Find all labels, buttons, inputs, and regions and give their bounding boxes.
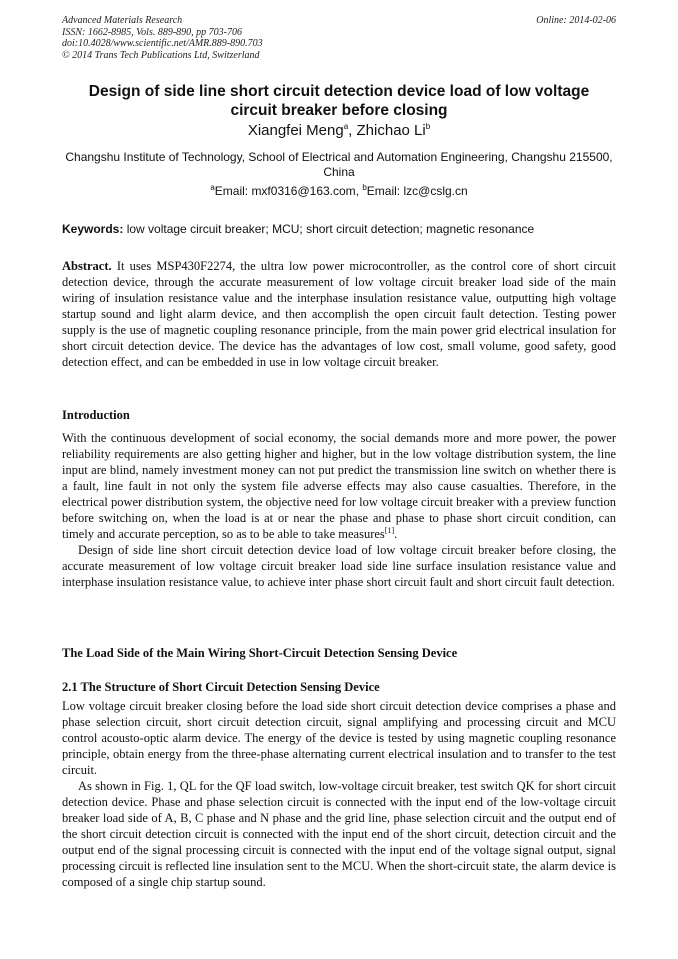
introduction-body: [62, 430, 616, 590]
author-2: Zhichao Li: [356, 122, 426, 139]
email-a[interactable]: Email: mxf0316@163.com,: [214, 184, 363, 198]
keywords: [62, 222, 616, 236]
keywords-text: low voltage circuit breaker; MCU; short circuit detection; magnetic resonance: [123, 222, 535, 236]
intro-paragraph-2: Design of side line short circuit detection device load of low voltage circuit breaker before closing, the accurate measurement of low voltage circuit breaker load side line surface insulation resistance value and interphase insulation resistance value, to achieve inter phase short circuit fault and short circuit fault detection.: [62, 543, 616, 589]
journal-issn: ISSN: 1662-8985, Vols. 889-890, pp 703-706: [62, 26, 242, 38]
abstract-text: It uses MSP430F2274, the ultra low power microcontroller, as the control core of short circuit detection device, through the accurate measurement of low voltage circuit breaker load side of the main wiring of insulation resistance value and the interphase insulation resistance value, outputting high voltage startup sound and light alarm device, and then accomplish the open circuit fault detection. Testing power supply is the use of magnetic coupling resonance principle, from the main power grid electrical insulation for short circuit detection device. The device has the advantages of low cost, small volume, good safety, good detection effect, and can be embedded in use in low voltage circuit breaker.: [62, 259, 616, 369]
abstract-label: Abstract.: [62, 259, 112, 273]
email-line: [0, 184, 678, 198]
abstract: [62, 258, 616, 370]
affiliation: Changshu Institute of Technology, School of Electrical and Automation Engineering, Changshu 215500, China: [65, 150, 613, 179]
journal-doi[interactable]: doi:10.4028/www.scientific.net/AMR.889-890.703: [62, 38, 263, 49]
journal-name: Advanced Materials Research: [62, 15, 183, 26]
author-1: Xiangfei Meng: [247, 122, 344, 139]
citation-1[interactable]: [1]: [384, 525, 395, 535]
section-2-paragraph-1: Low voltage circuit breaker closing before the load side short circuit detection device comprises a phase and phase selection circuit, short circuit detection circuit, signal amplifying and processing circuit and MCU control acousto-optic alarm device. The energy of the device is tested by using magnetic coupling resonance principle, obtain energy from the three-phase alternating current electrical insulation and to transfer to the test circuit.: [62, 699, 616, 777]
section-2-paragraph-2: As shown in Fig. 1, QL for the QF load switch, low-voltage circuit breaker, test switch QK for short circuit detection device. Phase and phase selection circuit is connected with the input end of the low-voltage circuit breaker load side of A, B, C phase and N phase and the grid line, phase selection circuit and the output end of the short circuit detection circuit is connected with the input end of the short circuit, detection circuit and the output end of the signal processing circuit is connected with the input end of the voltage signal output, signal processing circuit is reflected line insulation sent to the MCU. When the short-circuit state, the alarm device is composed of a single chip startup sound.: [62, 779, 616, 889]
author-separator: ,: [348, 122, 357, 139]
journal-header: [62, 15, 263, 61]
section-2-heading: The Load Side of the Main Wiring Short-Circuit Detection Sensing Device: [62, 646, 458, 660]
author-line: [0, 122, 678, 139]
keywords-label: Keywords:: [62, 222, 124, 236]
section-2-1-heading: 2.1 The Structure of Short Circuit Detection Sensing Device: [62, 680, 380, 694]
section-2-1-body: [62, 698, 616, 890]
author-2-sup: b: [425, 122, 431, 131]
paper-title: Design of side line short circuit detection device load of low voltage circuit breaker before closing: [88, 83, 590, 119]
online-date: Online: 2014-02-06: [536, 15, 616, 26]
author-1-sup: a: [343, 122, 349, 131]
intro-paragraph-1: With the continuous development of social economy, the social demands more and more power, the power reliability requirements are also getting higher and higher, but in the low voltage distribution system, the line input are blind, namely investment money can not put predict the transmission line switch on whether there is a fault, line fault in not only the system file adverse effects may also cause casualties. Therefore, in the electrical power distribution system, the objective need for low voltage circuit breaker with a preview function before switching on, when the load is at or near the phase and phase to phase short circuit condition, can timely and accurate perception, so as to be able to take measures: [62, 431, 616, 541]
journal-copyright: © 2014 Trans Tech Publications Ltd, Switzerland: [62, 49, 260, 61]
email-b[interactable]: Email: lzc@cslg.cn: [366, 184, 468, 198]
email-a-sup: a: [210, 183, 215, 192]
intro-paragraph-1-end: .: [394, 527, 398, 541]
email-b-sup: b: [362, 183, 367, 192]
introduction-heading: Introduction: [62, 408, 130, 422]
